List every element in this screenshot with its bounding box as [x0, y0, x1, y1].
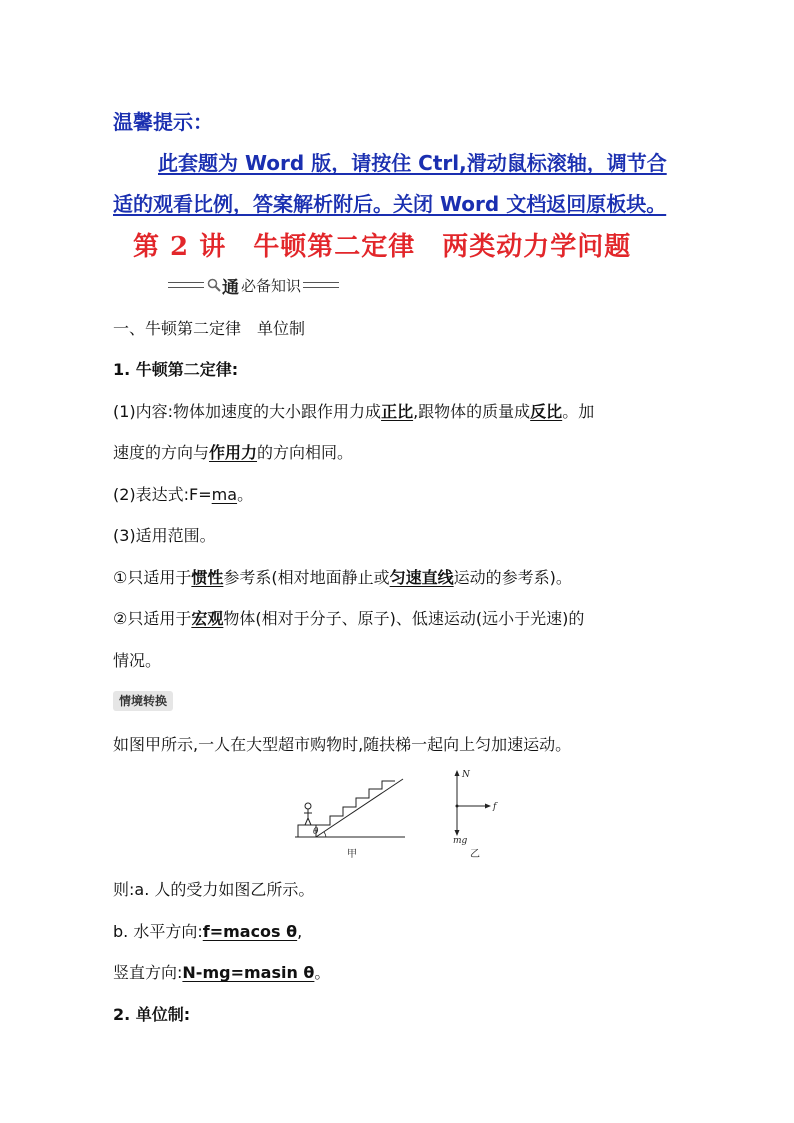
text: ,跟物体的质量成 [413, 402, 531, 421]
paragraph-scope-2-cont: 情况。 [113, 651, 162, 670]
paragraph-force-b [113, 919, 302, 942]
banner-icons [206, 273, 239, 298]
text: ①只适用于 [113, 568, 192, 587]
text: (2)表达式:F= [113, 485, 212, 504]
text: 竖直方向: [113, 963, 183, 982]
person-icon [304, 803, 312, 825]
text: (1)内容:物体加速度的大小跟作用力成 [113, 402, 382, 421]
text: 参考系(相对地面静止或 [223, 568, 390, 587]
chapter-title: 第 2 讲 牛顿第二定律 两类动力学问题 [133, 232, 632, 262]
text: , [297, 922, 303, 941]
paragraph-scope-2 [113, 606, 584, 629]
answer-blank: f=macos θ [202, 922, 298, 941]
answer-blank: ma [211, 485, 238, 504]
force-diagram [455, 770, 492, 836]
text: 的方向相同。 [257, 443, 354, 462]
figure-label-jia: 甲 [347, 849, 357, 860]
banner-left-rule [168, 282, 204, 288]
paragraph-content-2 [113, 440, 353, 463]
answer-blank: 正比 [381, 402, 414, 421]
heading-1: 1. 牛顿第二定律: [113, 360, 239, 379]
magnifier-icon [206, 277, 222, 293]
scenario-tag: 情境转换 [113, 691, 173, 711]
text: 速度的方向与 [113, 443, 210, 462]
text: 。加 [562, 402, 595, 421]
banner-text: 必备知识 [241, 276, 302, 295]
text: 。 [237, 485, 254, 504]
tip-line-2: 适的观看比例，答案解析附后。关闭 Word 文档返回原板块。 [113, 192, 667, 216]
answer-blank: N-mg=masin θ [182, 963, 315, 982]
section-banner [168, 274, 339, 296]
banner-badge: 通 [222, 277, 239, 298]
tip-title: 温馨提示： [113, 110, 213, 134]
text: b. 水平方向: [113, 922, 203, 941]
text: 物体(相对于分子、原子)、低速运动(远小于光速)的 [223, 609, 585, 628]
text: 。 [314, 963, 331, 982]
text: 运动的参考系)。 [453, 568, 572, 587]
paragraph-scope: (3)适用范围。 [113, 526, 216, 545]
paragraph-force-vertical [113, 960, 330, 983]
tip-line-1: 此套题为 Word 版，请按住 Ctrl,滑动鼠标滚轴，调节合 [158, 151, 667, 175]
force-mg-label: mg [453, 836, 468, 846]
escalator-steps [316, 781, 395, 825]
answer-blank: 惯性 [191, 568, 224, 587]
paragraph-content-1 [113, 399, 594, 422]
text: ②只适用于 [113, 609, 192, 628]
answer-blank: 宏观 [191, 609, 224, 628]
escalator-figure [295, 766, 515, 866]
answer-blank: 反比 [530, 402, 563, 421]
answer-blank: 匀速直线 [389, 568, 454, 587]
paragraph-scenario: 如图甲所示,一人在大型超市购物时,随扶梯一起向上匀加速运动。 [113, 735, 572, 754]
heading-2: 2. 单位制: [113, 1005, 191, 1024]
force-f-label: f [493, 802, 497, 812]
heading-newton-second-law: 一、牛顿第二定律 单位制 [113, 319, 306, 338]
theta-arc [324, 832, 326, 837]
banner-right-rule [303, 282, 339, 288]
answer-blank: 作用力 [209, 443, 258, 462]
paragraph-scope-1 [113, 565, 572, 588]
force-N-label: N [462, 770, 470, 780]
figure-label-yi: 乙 [470, 849, 480, 860]
escalator-incline [316, 779, 403, 837]
paragraph-force-a: 则:a. 人的受力如图乙所示。 [113, 880, 315, 899]
paragraph-expression [113, 482, 253, 505]
theta-label: θ [313, 827, 319, 837]
